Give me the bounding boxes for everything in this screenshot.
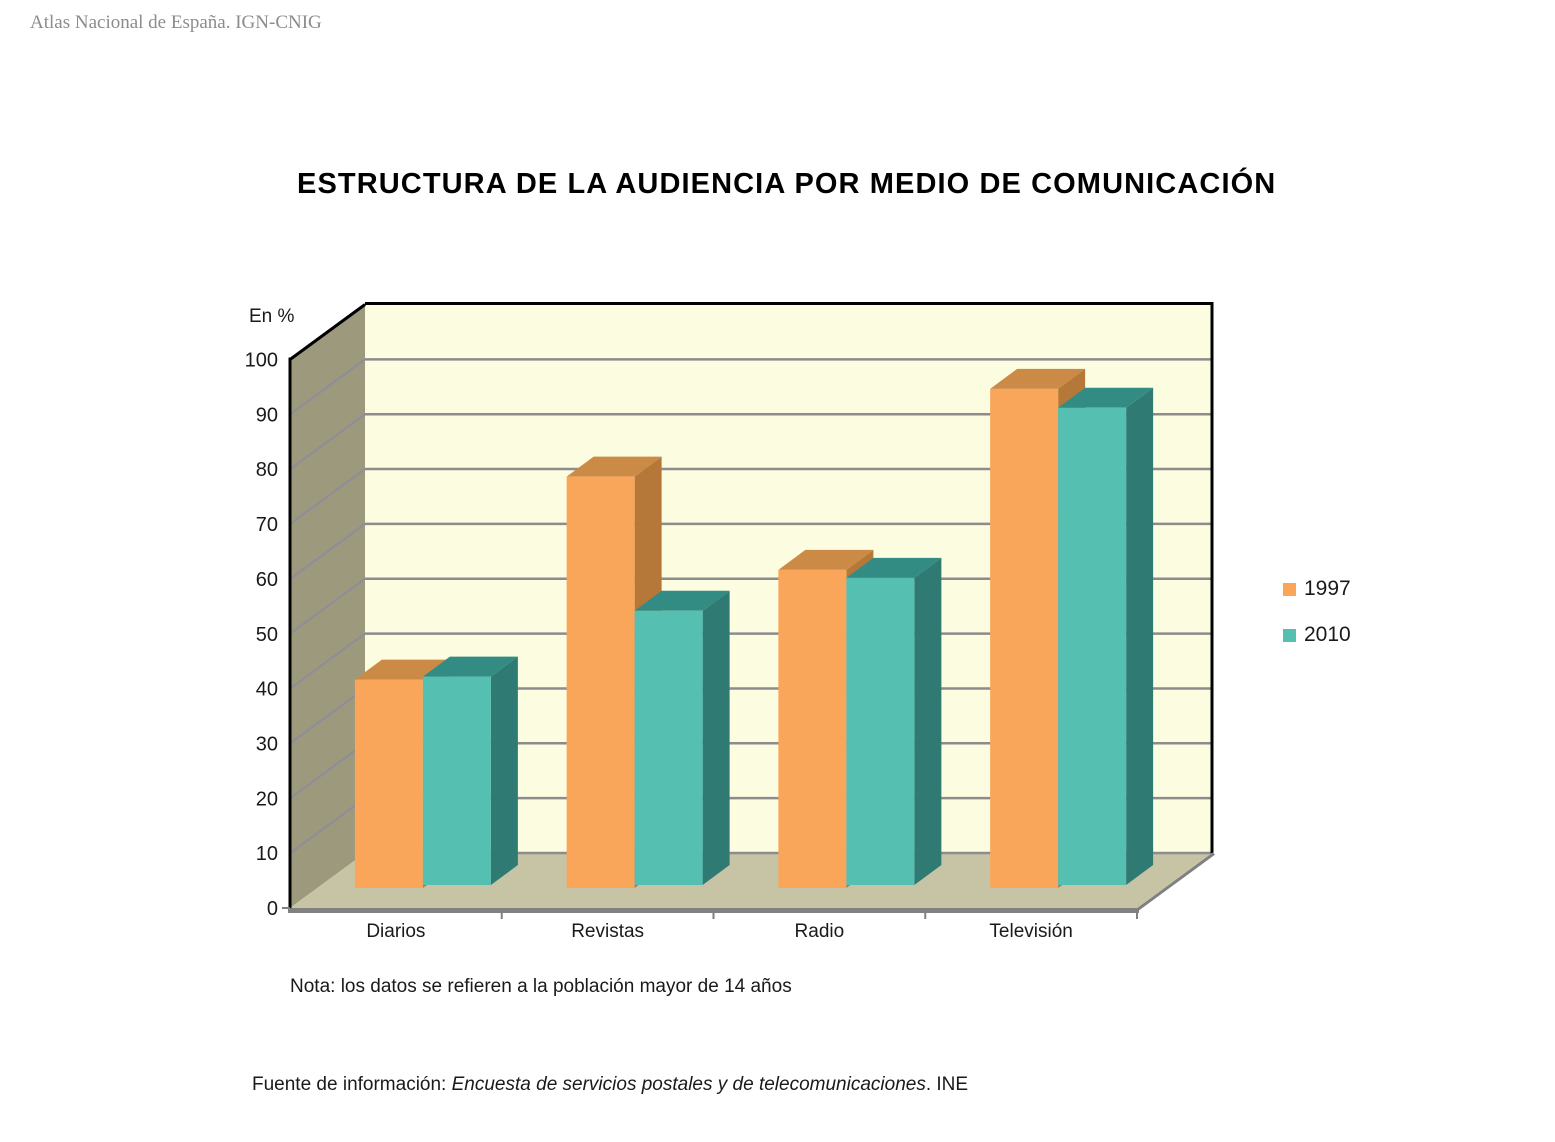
bar-1997-Televisión	[990, 389, 1058, 888]
y-tick-label-10: 10	[255, 843, 278, 866]
y-tick-label-80: 80	[255, 459, 278, 482]
category-label-Radio: Radio	[794, 921, 845, 942]
bar-2010-Televisión	[1058, 408, 1126, 885]
bar-2010-Radio	[846, 578, 914, 885]
bar-side-2010-Televisión	[1126, 388, 1153, 885]
y-tick-label-20: 20	[255, 788, 278, 811]
chart-legend	[1283, 577, 1351, 669]
y-tick-label-30: 30	[255, 733, 278, 756]
bar-side-2010-Revistas	[703, 591, 730, 885]
bar-2010-Revistas	[635, 611, 703, 885]
legend-swatch-2010	[1283, 629, 1296, 642]
category-label-Diarios: Diarios	[366, 921, 426, 942]
bar-1997-Diarios	[355, 680, 423, 888]
legend-swatch-1997	[1283, 583, 1296, 596]
bar-2010-Diarios	[423, 677, 491, 885]
y-tick-label-100: 100	[244, 349, 278, 372]
y-tick-label-40: 40	[255, 678, 278, 701]
source-text	[252, 1074, 968, 1096]
legend-item-2010	[1283, 623, 1351, 647]
bar-side-2010-Diarios	[491, 657, 518, 885]
legend-label-2010: 2010	[1304, 623, 1351, 646]
legend-item-1997	[1283, 577, 1351, 601]
bar-side-2010-Radio	[914, 558, 941, 885]
chart-title: ESTRUCTURA DE LA AUDIENCIA POR MEDIO DE COMUNICACIÓN	[297, 168, 1277, 200]
y-tick-label-0: 0	[266, 898, 278, 920]
y-axis-title: En %	[249, 306, 295, 327]
source-suffix: . INE	[925, 1074, 969, 1095]
category-label-Revistas: Revistas	[571, 921, 645, 942]
chart-note: Nota: los datos se refieren a la población mayor de 14 años	[290, 976, 792, 997]
y-tick-label-50: 50	[255, 623, 278, 646]
bar-1997-Revistas	[567, 477, 635, 888]
legend-label-1997: 1997	[1304, 577, 1351, 600]
y-tick-label-90: 90	[255, 404, 278, 427]
y-tick-label-70: 70	[255, 514, 278, 537]
y-tick-label-60: 60	[255, 568, 278, 591]
source-title: Encuesta de servicios postales y de telecomunicaciones	[451, 1074, 926, 1095]
category-label-Televisión: Televisión	[989, 921, 1073, 942]
attribution-text: Atlas Nacional de España. IGN-CNIG	[30, 12, 322, 33]
bar-1997-Radio	[778, 570, 846, 888]
source-prefix: Fuente de información:	[252, 1074, 452, 1095]
